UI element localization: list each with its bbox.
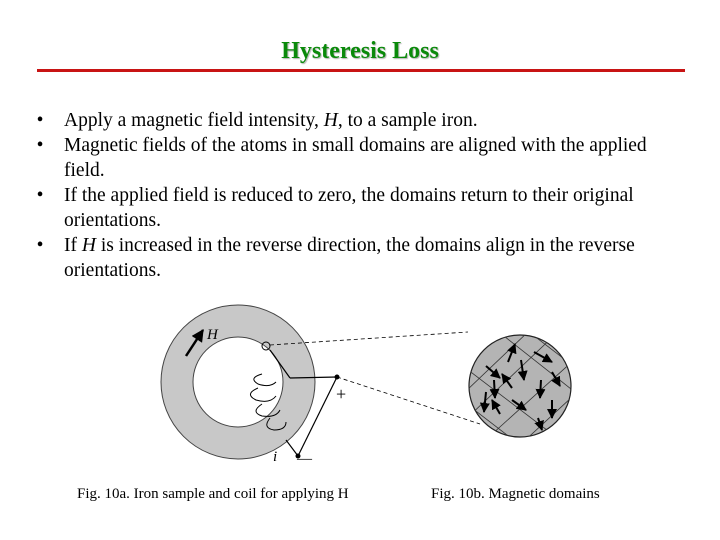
bullet-italic: H <box>81 235 96 256</box>
bullet-text: Apply a magnetic field intensity, <box>64 110 324 131</box>
bullet-text: is increased in the reverse direction, the domains align in the reverse orientations. <box>64 235 635 281</box>
minus-label: — <box>297 451 312 467</box>
bullet-text: If <box>64 235 82 256</box>
current-label: i <box>273 449 278 465</box>
bullet-italic: H <box>323 110 338 131</box>
page-title: Hysteresis Loss <box>281 38 439 64</box>
h-label: H <box>207 327 218 343</box>
fig-10b-caption: Fig. 10b. Magnetic domains <box>431 486 600 502</box>
bullet-dot: • <box>36 235 44 256</box>
bullet-dot: • <box>36 185 44 206</box>
bullet-text: If the applied field is reduced to zero, the domains return to their original orientations. <box>64 185 634 231</box>
bullet-text: , to a sample iron. <box>337 110 478 131</box>
bullet-text: Magnetic fields of the atoms in small domains are aligned with the applied field. <box>64 135 647 181</box>
fig-10a-caption: Fig. 10a. Iron sample and coil for applying H <box>77 486 349 502</box>
ring-hole <box>193 337 283 427</box>
domain-circle <box>455 325 585 445</box>
plus-label: + <box>336 384 347 404</box>
bullet-dot: • <box>36 110 44 131</box>
bullet-dot: • <box>36 135 44 156</box>
